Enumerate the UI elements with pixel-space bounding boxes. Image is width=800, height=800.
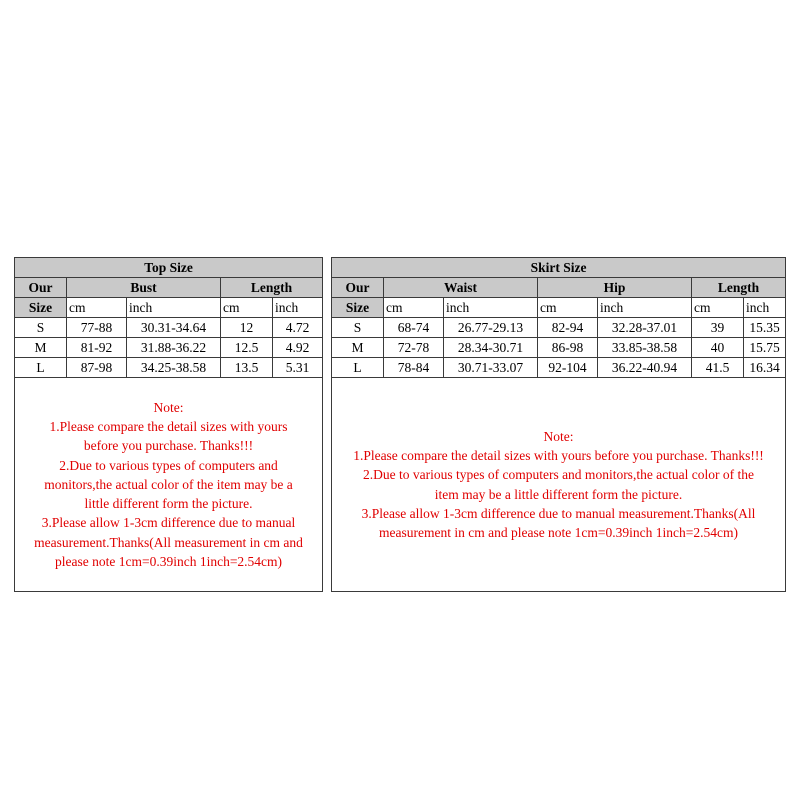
unit-cell: inch (598, 298, 692, 318)
value-cell: 39 (692, 318, 744, 338)
value-cell: 86-98 (538, 338, 598, 358)
table-row (15, 338, 323, 358)
unit-cell: inch (744, 298, 786, 318)
our-size-label: Size (332, 298, 384, 318)
value-cell: 31.88-36.22 (127, 338, 221, 358)
our-size-label: Size (15, 298, 67, 318)
value-cell: 32.28-37.01 (598, 318, 692, 338)
note-line: measurement.Thanks(All measurement in cm and (34, 534, 303, 550)
top-size-title: Top Size (15, 258, 323, 278)
unit-cell: cm (384, 298, 444, 318)
value-cell: 4.72 (273, 318, 323, 338)
skirt-size-table (331, 257, 786, 592)
table-row (332, 318, 786, 338)
our-size-label: Our (332, 278, 384, 298)
length-header: Length (692, 278, 786, 298)
value-cell: 34.25-38.58 (127, 358, 221, 378)
value-cell: 87-98 (67, 358, 127, 378)
value-cell: 26.77-29.13 (444, 318, 538, 338)
size-cell: M (15, 338, 67, 358)
value-cell: 68-74 (384, 318, 444, 338)
value-cell: 36.22-40.94 (598, 358, 692, 378)
table-row (332, 338, 786, 358)
unit-cell: cm (692, 298, 744, 318)
value-cell: 15.75 (744, 338, 786, 358)
waist-header: Waist (384, 278, 538, 298)
note-line: 2.Due to various types of computers and monitors,the actual color of the (362, 467, 755, 483)
unit-cell: cm (538, 298, 598, 318)
note-line: please note 1cm=0.39inch 1inch=2.54cm) (55, 554, 283, 570)
note-line: 2.Due to various types of computers and (59, 457, 278, 473)
table-row (15, 318, 323, 338)
size-cell: M (332, 338, 384, 358)
unit-cell: cm (67, 298, 127, 318)
value-cell: 16.34 (744, 358, 786, 378)
value-cell: 33.85-38.58 (598, 338, 692, 358)
value-cell: 13.5 (221, 358, 273, 378)
value-cell: 40 (692, 338, 744, 358)
note-line: 1.Please compare the detail sizes with yours (49, 418, 288, 434)
skirt-size-title: Skirt Size (332, 258, 786, 278)
size-cell: S (15, 318, 67, 338)
value-cell: 4.92 (273, 338, 323, 358)
note-heading: Note: (153, 399, 184, 415)
value-cell: 12 (221, 318, 273, 338)
value-cell: 72-78 (384, 338, 444, 358)
value-cell: 15.35 (744, 318, 786, 338)
note-line: 3.Please allow 1-3cm difference due to manual (41, 515, 296, 531)
value-cell: 81-92 (67, 338, 127, 358)
value-cell: 77-88 (67, 318, 127, 338)
unit-cell: inch (273, 298, 323, 318)
note-line: 3.Please allow 1-3cm difference due to manual measurement.Thanks(All (361, 505, 756, 521)
top-size-table (14, 257, 323, 592)
value-cell: 30.71-33.07 (444, 358, 538, 378)
note-line: 1.Please compare the detail sizes with yours before you purchase. Thanks!!! (353, 447, 764, 463)
unit-cell: inch (444, 298, 538, 318)
value-cell: 92-104 (538, 358, 598, 378)
unit-cell: inch (127, 298, 221, 318)
size-cell: L (15, 358, 67, 378)
value-cell: 78-84 (384, 358, 444, 378)
value-cell: 41.5 (692, 358, 744, 378)
note-line: little different form the picture. (84, 496, 253, 512)
value-cell: 12.5 (221, 338, 273, 358)
size-cell: S (332, 318, 384, 338)
note-heading: Note: (543, 428, 574, 444)
table-row (15, 358, 323, 378)
size-cell: L (332, 358, 384, 378)
value-cell: 28.34-30.71 (444, 338, 538, 358)
bust-header: Bust (67, 278, 221, 298)
table-row (332, 358, 786, 378)
unit-cell: cm (221, 298, 273, 318)
value-cell: 30.31-34.64 (127, 318, 221, 338)
our-size-label: Our (15, 278, 67, 298)
note-box (332, 378, 786, 592)
value-cell: 5.31 (273, 358, 323, 378)
note-line: measurement in cm and please note 1cm=0.39inch 1inch=2.54cm) (379, 525, 738, 541)
length-header: Length (221, 278, 323, 298)
note-line: monitors,the actual color of the item may be a (44, 476, 293, 492)
note-box (15, 378, 323, 592)
value-cell: 82-94 (538, 318, 598, 338)
note-line: before you purchase. Thanks!!! (83, 438, 254, 454)
note-line: item may be a little different form the picture. (434, 486, 683, 502)
hip-header: Hip (538, 278, 692, 298)
